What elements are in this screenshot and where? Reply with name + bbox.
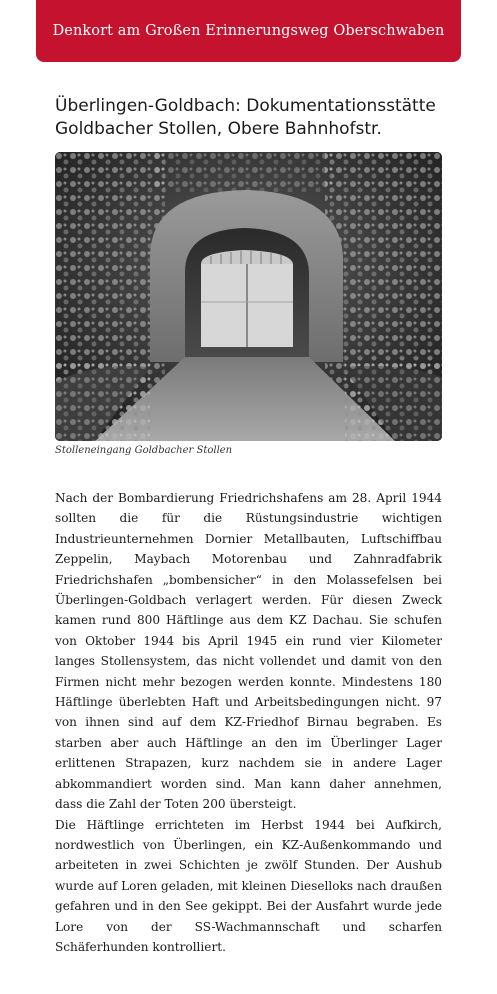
- paragraph-2: Die Häftlinge errichteten im Herbst 1944 bei Aufkirch, nordwestlich von Überlingen, ein KZ-Außenkommando und arbeiteten in zwei Schichten je zwölf Stunden. Der Aushub wurde auf Loren geladen, mit kleinen Dieselloks nach draußen gefahren und in den See gekippt. Bei der Ausfahrt wurde jede Lore von der SS-Wachmannschaft und scharfen Schäferhunden kontrolliert.: [55, 817, 442, 954]
- photo-caption: Stolleneingang Goldbacher Stollen: [55, 445, 233, 456]
- paragraph-1: Nach der Bombardierung Friedrichshafens am 28. April 1944 sollten die für die Rüstungsindustrie wichtigen Industrieunternehmen Dornier Metallbauten, Luftschiffbau Zeppelin, Maybach Motorenbau und Zahnradfabrik Friedrichshafen „bombensicher“ in den Molassefelsen bei Überlingen-Goldbach verlagert werden. Für diesen Zweck kamen rund 800 Häftlinge aus dem KZ Dachau. Sie schufen von Oktober 1944 bis April 1945 ein rund vier Kilometer langes Stollensystem, das nicht vollendet und damit von den Firmen nicht mehr bezogen werden konnte. Mindestens 180 Häftlinge überlebten Haft und Arbeitsbedingungen nicht. 97 von ihnen sind auf dem KZ-Friedhof Birnau begraben. Es starben aber auch Häftlinge an den im Überlinger Lager erlittenen Strapazen, kurz nachdem sie in andere Lager abkommandiert worden sind. Man kann daher annehmen, dass die Zahl der Toten 200 übersteigt.: [55, 491, 442, 812]
- tunnel-photo: [55, 152, 442, 441]
- page-title: [55, 95, 455, 141]
- header-bar: [36, 0, 461, 62]
- title-line-1: Überlingen-Goldbach: Dokumentationsstätte: [55, 96, 436, 116]
- tunnel-photo-graphic: [55, 152, 442, 441]
- title-line-2: Goldbacher Stollen, Obere Bahnhofstr.: [55, 119, 382, 139]
- header-label: Denkort am Großen Erinnerungsweg Oberschwaben: [52, 23, 445, 39]
- article-body: [55, 488, 442, 957]
